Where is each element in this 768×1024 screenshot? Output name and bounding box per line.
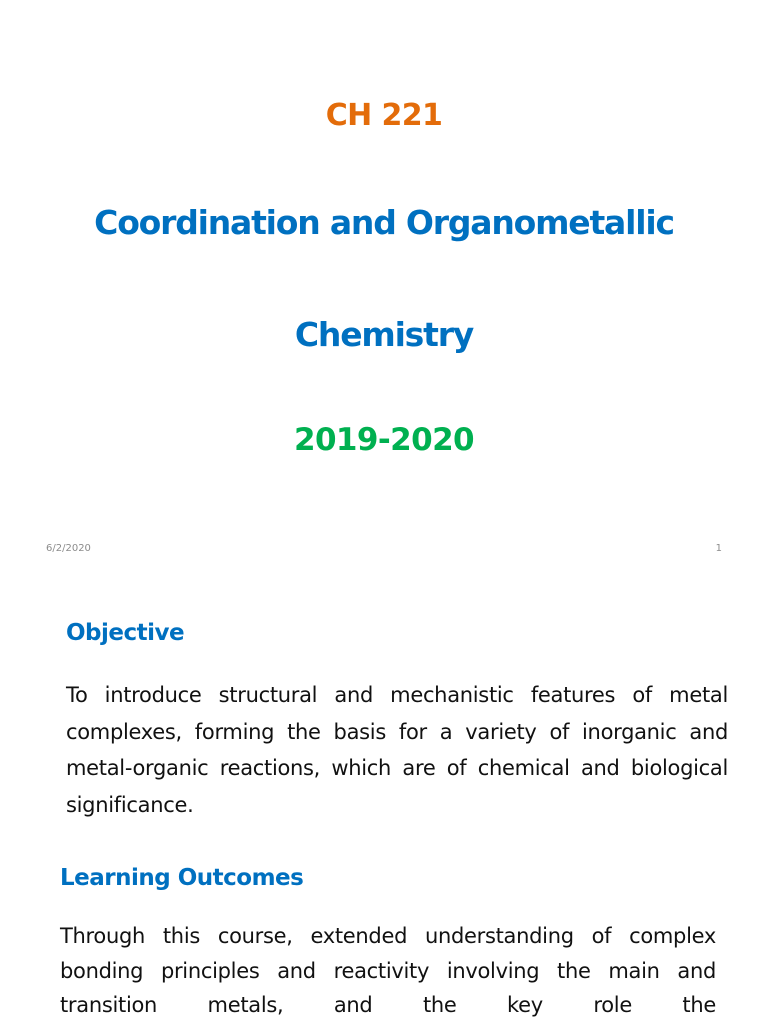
learning-outcomes-text: Through this course, extended understanding of complex bonding principles and reactivity involving the main and transition metals, and the key role the — [60, 924, 716, 1017]
objective-heading: Objective — [66, 620, 185, 646]
slide-number: 1 — [715, 543, 722, 554]
course-code: CH 221 — [325, 98, 443, 133]
course-title-line-1: Coordination and Organometallic — [94, 203, 674, 242]
learning-outcomes-heading: Learning Outcomes — [60, 865, 304, 891]
academic-year: 2019-2020 — [293, 422, 475, 458]
objective-text: To introduce structural and mechanistic features of metal complexes, forming the basis for a variety of inorganic and metal-organic reactions, which are of chemical and biological significance. — [66, 683, 728, 817]
course-title-line-2: Chemistry — [294, 315, 474, 354]
slide-date: 6/2/2020 — [46, 543, 91, 554]
content-slide — [0, 576, 768, 1024]
